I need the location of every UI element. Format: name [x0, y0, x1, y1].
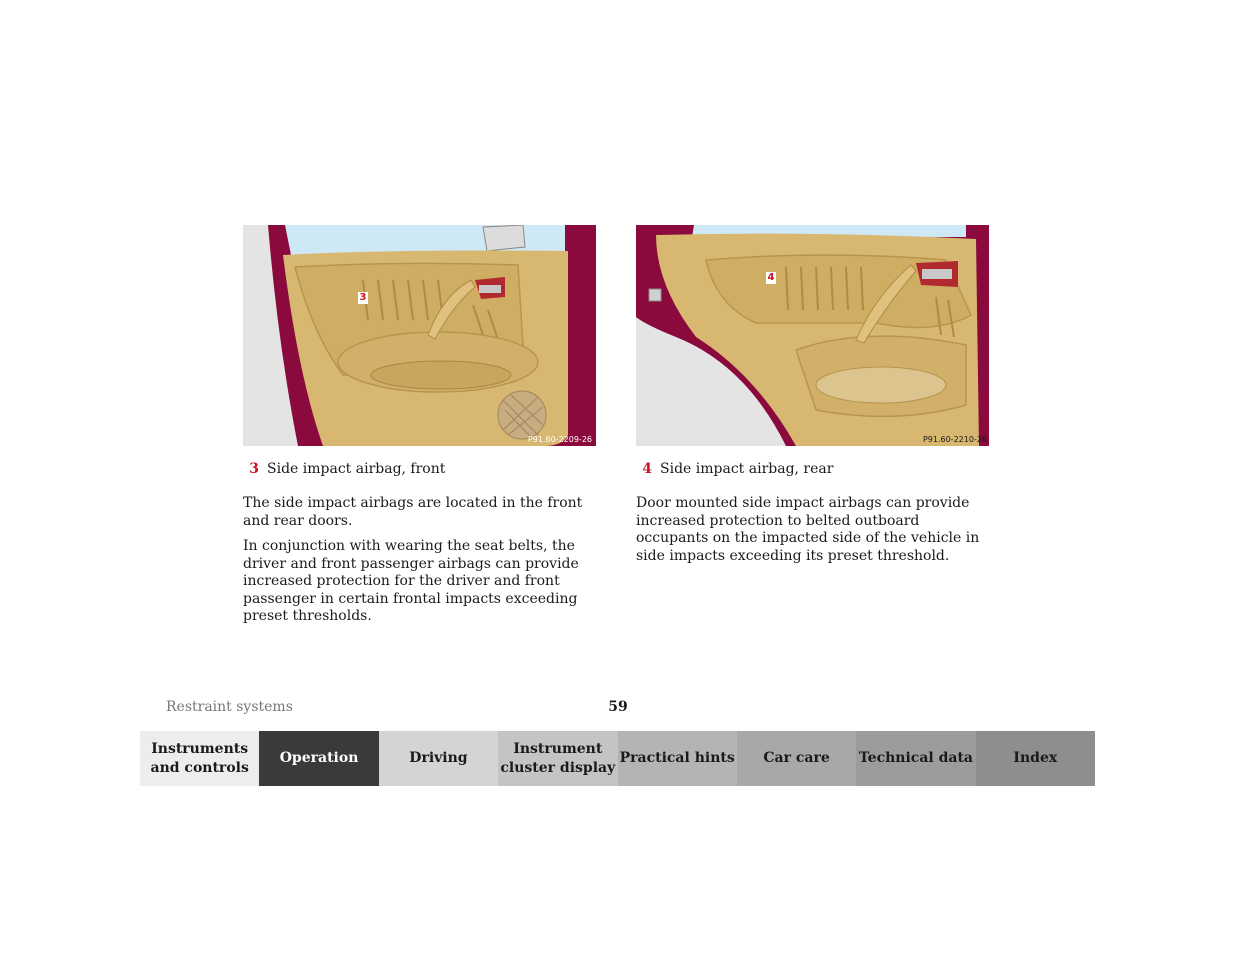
caption-rear-airbag: [636, 461, 833, 477]
caption-number: 3: [249, 461, 259, 477]
chapter-nav: [140, 731, 1095, 786]
tab-label: Car care: [763, 750, 830, 766]
tab-technical-data[interactable]: [856, 731, 975, 786]
tab-label: Practical hints: [619, 750, 735, 766]
callout-airbag-front: 3: [359, 292, 367, 303]
caption-text: Side impact airbag, rear: [660, 461, 834, 477]
tab-label: Operation: [279, 750, 359, 766]
tab-label: Index: [1013, 750, 1058, 766]
tab-instrument-cluster-display[interactable]: [498, 731, 617, 786]
tab-instruments-and-controls[interactable]: [140, 731, 259, 786]
figure-code: P91.60-2209-26: [527, 435, 592, 444]
callout-airbag-rear: 4: [767, 272, 775, 283]
tab-practical-hints[interactable]: [618, 731, 737, 786]
tab-car-care[interactable]: [737, 731, 856, 786]
tab-label: Instrument cluster display: [500, 740, 616, 776]
body-text-left: [243, 495, 603, 634]
paragraph: The side impact airbags are located in the front and rear doors.: [243, 495, 583, 529]
rear-door-drawing: [636, 225, 989, 446]
tab-index[interactable]: [976, 731, 1095, 786]
tab-driving[interactable]: [379, 731, 498, 786]
paragraph: Door mounted side impact airbags can provide increased protection to belted outboard occupants on the impacted side of the vehicle in side impacts exceeding its preset threshold.: [636, 495, 980, 564]
tab-label: Driving: [409, 750, 468, 766]
figure-code: P91.60-2210-26: [922, 435, 987, 444]
tab-label: Technical data: [858, 750, 973, 766]
page-number: 59: [608, 699, 628, 715]
front-door-drawing: [243, 225, 596, 446]
tab-operation[interactable]: [259, 731, 378, 786]
caption-number: 4: [642, 461, 652, 477]
tab-label: Instruments and controls: [150, 740, 249, 776]
caption-text: Side impact airbag, front: [267, 461, 446, 477]
body-text-right: [636, 495, 996, 573]
section-label: Restraint systems: [166, 699, 293, 715]
rear-door-illustration: [636, 225, 989, 446]
front-door-illustration: [243, 225, 596, 446]
caption-front-airbag: [243, 461, 445, 477]
paragraph: In conjunction with wearing the seat belts, the driver and front passenger airbags can provide increased protection for the driver and front passenger in certain frontal impacts exceeding preset thresholds.: [243, 538, 579, 624]
